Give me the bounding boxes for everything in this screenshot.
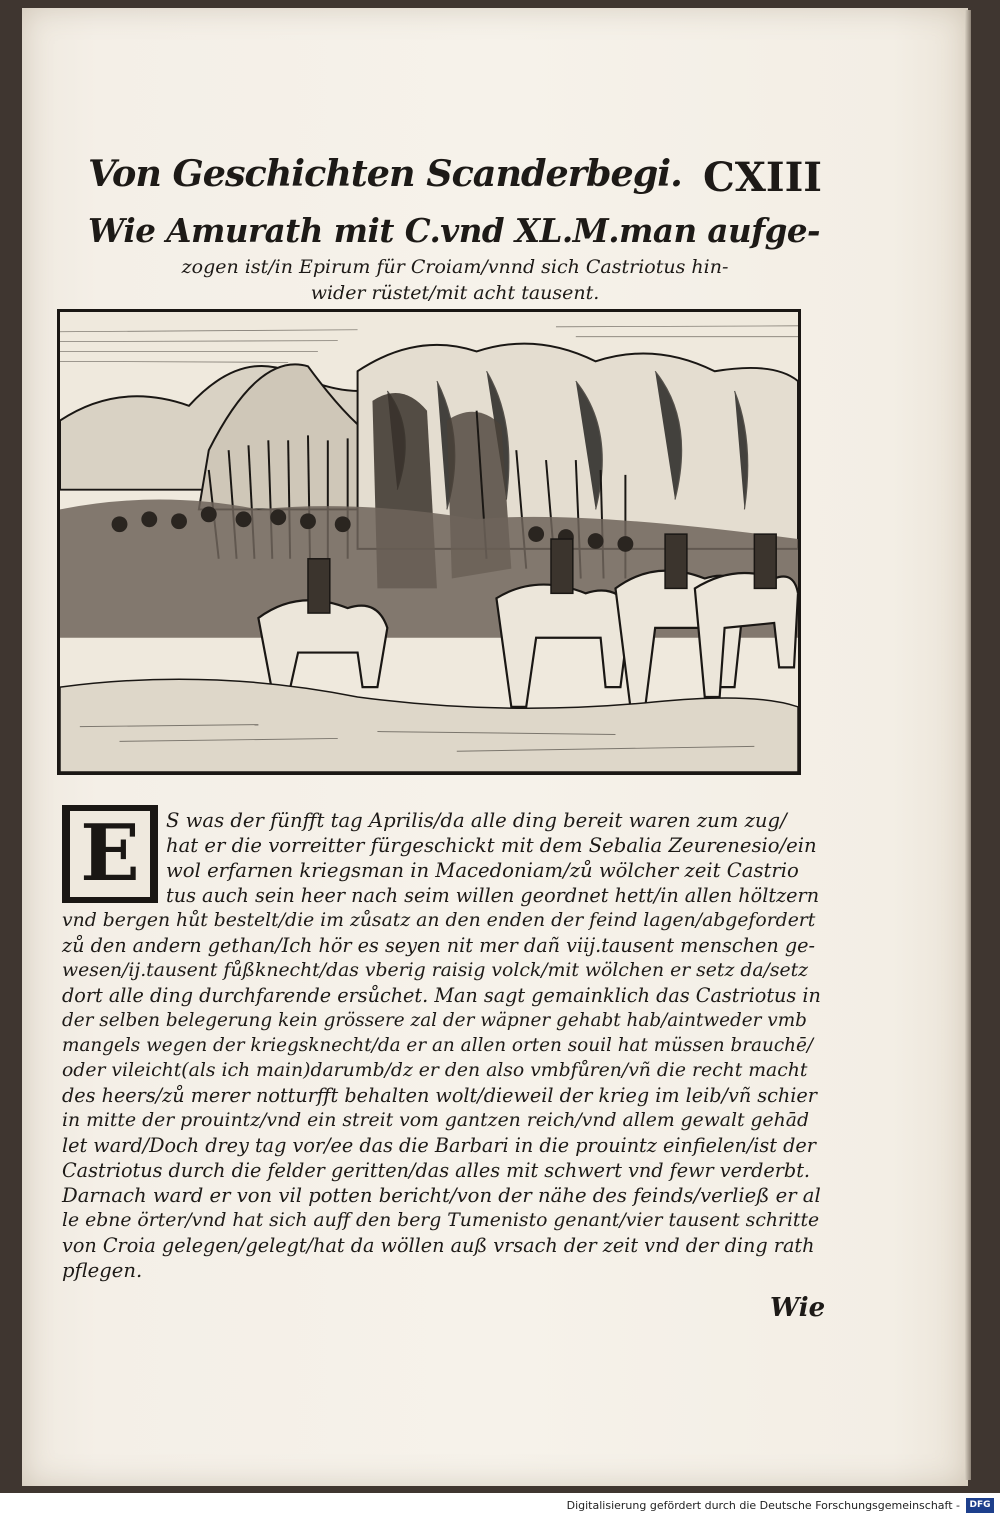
- text-line: des heers/zů merer notturfft behalten wolt/dieweil der krieg im leib/vñ schier: [62, 1084, 817, 1107]
- heading-line-2: zogen ist/in Epirum für Croiam/vnnd sich Castriotus hin-: [181, 256, 729, 278]
- heading-line-1: Wie Amurath mit C.vnd XL.M.man aufge-: [88, 211, 820, 250]
- dfg-logo: DFG: [966, 1498, 994, 1513]
- page-edge: [965, 10, 971, 1480]
- footer-bar: [0, 1493, 1000, 1521]
- text-line: let ward/Doch drey tag vor/ee das die Barbari in die prouintz einfielen/ist der: [62, 1134, 816, 1157]
- text-line: Castriotus durch die felder geritten/das alles mit schwert vnd fewr verderbt.: [62, 1159, 811, 1182]
- heading-line-3: wider rüstet/mit acht tausent.: [310, 282, 600, 304]
- funding-credit: Digitalisierung gefördert durch die Deutsche Forschungsgemeinschaft -: [566, 1499, 960, 1512]
- text-line: von Croia gelegen/gelegt/hat da wöllen auß vrsach der zeit vnd der ding rath: [62, 1234, 815, 1257]
- text-line: vnd bergen hůt bestelt/die im zůsatz an den enden der feind lagen/abgefordert: [62, 910, 816, 931]
- text-line: der selben belegerung kein grössere zal der wäpner gehabt hab/aintweder vmb: [62, 1010, 807, 1031]
- initial-letter: E: [70, 811, 150, 897]
- text-line: wol erfarnen kriegsman in Macedoniam/zů wölcher zeit Castrio: [166, 859, 799, 882]
- text-line: S was der fünfft tag Aprilis/da alle ding bereit waren zum zug/: [166, 809, 787, 832]
- text-line: tus auch sein heer nach seim willen geordnet hett/in allen höltzern: [166, 884, 820, 907]
- text-line: le ebne örter/vnd hat sich auff den berg Tumenisto genant/vier tausent schritte: [62, 1210, 820, 1231]
- text-line: dort alle ding durchfarende ersůchet. Man sagt gemainklich das Castriotus in: [62, 984, 821, 1007]
- text-line: hat er die vorreitter fürgeschickt mit dem Sebalia Zeurenesio/ein: [166, 834, 817, 857]
- catchword: Wie: [770, 1293, 826, 1323]
- decorated-initial: [62, 805, 158, 903]
- running-head: [88, 152, 822, 202]
- woodcut-cavalry-army-icon: [60, 312, 798, 772]
- text-line: in mitte der prouintz/vnd ein streit vom gantzen reich/vnd allem gewalt gehād: [62, 1110, 809, 1131]
- text-line: wesen/ij.tausent fůßknecht/das vberig raisig volck/mit wölchen er setz da/setz: [62, 960, 809, 981]
- running-head-title: Von Geschichten Scanderbegi.: [88, 152, 682, 195]
- text-line: Darnach ward er von vil potten bericht/von der nähe des feinds/verließ er al: [62, 1184, 821, 1207]
- text-line: oder vileicht(als ich main)darumb/dz er den also vmbfůren/vñ die recht macht: [62, 1060, 808, 1081]
- chapter-heading: [88, 208, 822, 306]
- folio-number: CXIII: [702, 154, 822, 201]
- text-line: pflegen.: [62, 1259, 143, 1282]
- text-line: mangels wegen der kriegsknecht/da er an allen orten souil hat müssen brauchē/: [62, 1035, 814, 1056]
- woodcut-illustration: [57, 309, 801, 775]
- text-line: zů den andern gethan/Ich hör es seyen nit mer dañ viij.tausent menschen ge-: [62, 934, 815, 957]
